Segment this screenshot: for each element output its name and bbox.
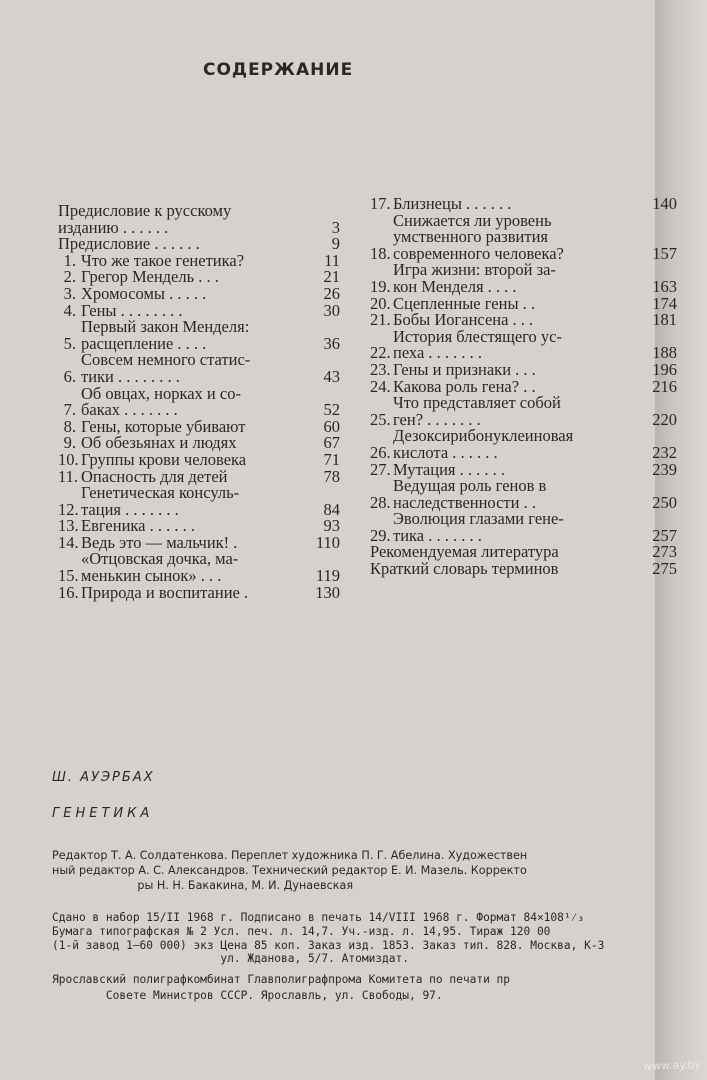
toc-entry-number: 13.	[58, 516, 79, 536]
toc-entry-number: 19.	[370, 276, 391, 296]
toc-entry	[370, 509, 677, 545]
toc-entry-title: Краткий словарь терминов	[370, 559, 559, 579]
toc-entry-number: 17.	[370, 194, 391, 213]
toc-entry-title: История блестящего ус- пеха . . . . . . .	[393, 326, 562, 363]
toc-entry-number: 7.	[63, 400, 76, 420]
toc-entry-page: 257	[652, 525, 677, 545]
toc-entry-title: Опасность для детей	[81, 466, 228, 486]
toc-entry-page: 119	[315, 566, 340, 586]
toc-entry-title: Первый закон Менделя: расщепление . . . .	[81, 317, 250, 353]
toc-entry-number: 16.	[58, 582, 79, 602]
toc-entry	[58, 551, 340, 584]
toc-entry-number: 5.	[63, 333, 76, 353]
toc-left-column	[58, 203, 340, 601]
toc-entry-number: 6.	[63, 366, 76, 386]
toc-entry-title: Предисловие к русскому изданию . . . . . .	[58, 201, 232, 237]
toc-entry-page: 3	[331, 217, 340, 237]
toc-entry-title: Совсем немного статис- тики . . . . . . . .	[81, 350, 251, 386]
toc-entry-page: 110	[315, 532, 340, 552]
toc-entry-title: Хромосомы . . . . .	[81, 283, 207, 303]
toc-entry-page: 181	[652, 310, 677, 330]
toc-entry-page: 130	[315, 582, 340, 602]
toc-entry-page: 11	[324, 250, 340, 270]
toc-entry-number: 1.	[63, 250, 76, 270]
toc-entry	[370, 260, 677, 296]
toc-entry-title: Что же такое генетика?	[81, 250, 245, 270]
toc-entry-number: 18.	[370, 243, 391, 263]
toc-entry-page: 250	[652, 492, 677, 512]
toc-entry-page: 196	[652, 359, 677, 379]
toc-entry-number: 9.	[63, 433, 76, 453]
toc-entry-page: 157	[652, 243, 677, 263]
toc-entry	[58, 352, 340, 385]
author-name: Ш. АУЭРБАХ	[52, 770, 155, 785]
toc-entry-page: 273	[652, 542, 677, 562]
toc-entry-title: Гены . . . . . . . .	[81, 300, 183, 320]
toc-entry-title: Гены и признаки . . .	[393, 359, 536, 379]
toc-entry-page: 239	[652, 459, 677, 479]
toc-entry-title: Мутация . . . . . .	[393, 459, 505, 479]
toc-entry-number: 4.	[63, 300, 76, 320]
toc-entry-title: Евгеника . . . . . .	[81, 516, 195, 536]
toc-entry-page: 174	[652, 293, 677, 313]
toc-entry-page: 216	[652, 376, 677, 396]
toc-entry-number: 2.	[63, 267, 76, 287]
toc-entry-title: Ведущая роль генов в наследственности . .	[393, 476, 547, 512]
toc-entry-title: Рекомендуемая литература	[370, 542, 559, 562]
toc-entry-title: Природа и воспитание .	[81, 582, 249, 602]
book-title: ГЕНЕТИКА	[52, 806, 154, 821]
watermark: www.ay.by	[642, 1057, 702, 1074]
toc-entry-title: Группы крови человека	[81, 449, 247, 469]
toc-entry-number: 8.	[63, 416, 76, 436]
toc-entry-page: 52	[323, 400, 340, 420]
contents-heading: СОДЕРЖАНИЕ	[203, 60, 354, 80]
toc-entry-number: 20.	[370, 293, 391, 313]
toc-entry-number: 3.	[63, 283, 76, 303]
toc-entry	[370, 476, 677, 512]
toc-entry-page: 220	[652, 409, 677, 429]
toc-entry-page: 78	[323, 466, 340, 486]
toc-entry-number: 27.	[370, 459, 391, 479]
toc-entry-page: 275	[652, 559, 677, 579]
toc-entry	[58, 582, 340, 602]
toc-entry-number: 15.	[58, 566, 79, 586]
print-imprint: Сдано в набор 15/II 1968 г. Подписано в печать 14/VIII 1968 г. Формат 84×108¹⁄₃ Бумага типографская № 2 Усл. печ. л. 14,7. Уч.-изд. л. 14,95. Тираж 120 00 (1-й завод 1—60 000) экз Цена 85 коп. Заказ изд. 1853. Заказ тип. 828. Москва, К-3 ул. Жданова, 5/7. Атомиздат.	[52, 911, 605, 966]
toc-entry-page: 9	[331, 234, 340, 254]
toc-entry	[370, 426, 677, 462]
toc-entry	[370, 393, 677, 429]
toc-entry-title: Что представляет собой ген? . . . . . . .	[393, 393, 561, 429]
toc-entry-page: 36	[323, 333, 340, 353]
printer-info: Ярославский полиграфкомбинат Главполиграфпрома Комитета по печати пр Совете Министров СССР. Ярославль, ул. Свободы, 97.	[52, 973, 511, 1002]
toc-entry-number: 26.	[370, 442, 391, 462]
toc-entry-title: «Отцовская дочка, ма- менькин сынок» . . .	[81, 549, 239, 586]
toc-entry-title: Генетическая консуль- тация . . . . . . .	[81, 483, 240, 519]
toc-entry-number: 11.	[58, 466, 79, 486]
toc-entry-page: 93	[323, 516, 340, 536]
toc-entry	[58, 319, 340, 352]
toc-entry-title: Ведь это — мальчик! .	[81, 532, 238, 552]
toc-entry	[58, 383, 340, 420]
toc-entry-title: Снижается ли уровень умственного развития современного человека?	[393, 210, 564, 263]
toc-right-column	[370, 194, 677, 579]
toc-entry-page: 140	[652, 194, 677, 213]
toc-entry-title: Эволюция глазами гене- тика . . . . . . .	[393, 509, 564, 545]
toc-entry-number: 23.	[370, 359, 391, 379]
toc-entry-title: Грегор Мендель . . .	[81, 267, 219, 287]
toc-entry-title: Бобы Иогансена . . .	[393, 310, 534, 330]
toc-entry-title: Об обезьянах и людях	[81, 433, 237, 453]
toc-entry-title: Близнецы . . . . . .	[393, 194, 512, 213]
toc-entry-page: 232	[652, 442, 677, 462]
editorial-credits: Редактор Т. А. Солдатенкова. Переплет художника П. Г. Абелина. Художествен ный редактор А. С. Александров. Технический редактор Е. И. Мазель. Корректо ры Н. Н. Бакакина, М. И. Дунаевская	[52, 849, 528, 892]
toc-entry-page: 43	[323, 366, 340, 386]
toc-entry-page: 60	[323, 416, 340, 436]
toc-entry	[58, 203, 340, 236]
toc-entry-number: 22.	[370, 343, 391, 363]
toc-entry	[370, 326, 677, 363]
toc-entry-page: 67	[323, 433, 340, 453]
toc-entry-title: Игра жизни: второй за- кон Менделя . . . .	[393, 260, 556, 296]
toc-entry-number: 24.	[370, 376, 391, 396]
toc-entry	[58, 485, 340, 518]
toc-entry-title: Какова роль гена? . .	[393, 376, 536, 396]
toc-entry-title: Гены, которые убивают	[81, 416, 246, 436]
toc-entry-number: 25.	[370, 409, 391, 429]
toc-entry-page: 71	[323, 449, 340, 469]
toc-entry-page: 21	[323, 267, 340, 287]
toc-entry-title: Дезоксирибонуклеиновая кислота . . . . . .	[393, 426, 574, 462]
toc-entry-number: 12.	[58, 499, 79, 519]
toc-entry-page: 84	[323, 499, 340, 519]
toc-entry-number: 14.	[58, 532, 79, 552]
toc-entry-title: Об овцах, норках и со- баках . . . . . . .	[81, 383, 241, 420]
toc-entry-page: 26	[323, 283, 340, 303]
toc-entry-title: Сцепленные гены . .	[393, 293, 536, 313]
toc-entry-number: 28.	[370, 492, 391, 512]
toc-entry	[370, 559, 677, 579]
toc-entry-number: 10.	[58, 449, 79, 469]
toc-entry-page: 163	[652, 276, 677, 296]
toc-entry-number: 29.	[370, 525, 391, 545]
toc-entry	[370, 210, 677, 263]
toc-entry-title: Предисловие . . . . . .	[58, 234, 200, 254]
toc-entry-number: 21.	[370, 310, 391, 330]
toc-entry-page: 188	[652, 343, 677, 363]
toc-entry	[58, 449, 340, 469]
toc-entry-page: 30	[323, 300, 340, 320]
